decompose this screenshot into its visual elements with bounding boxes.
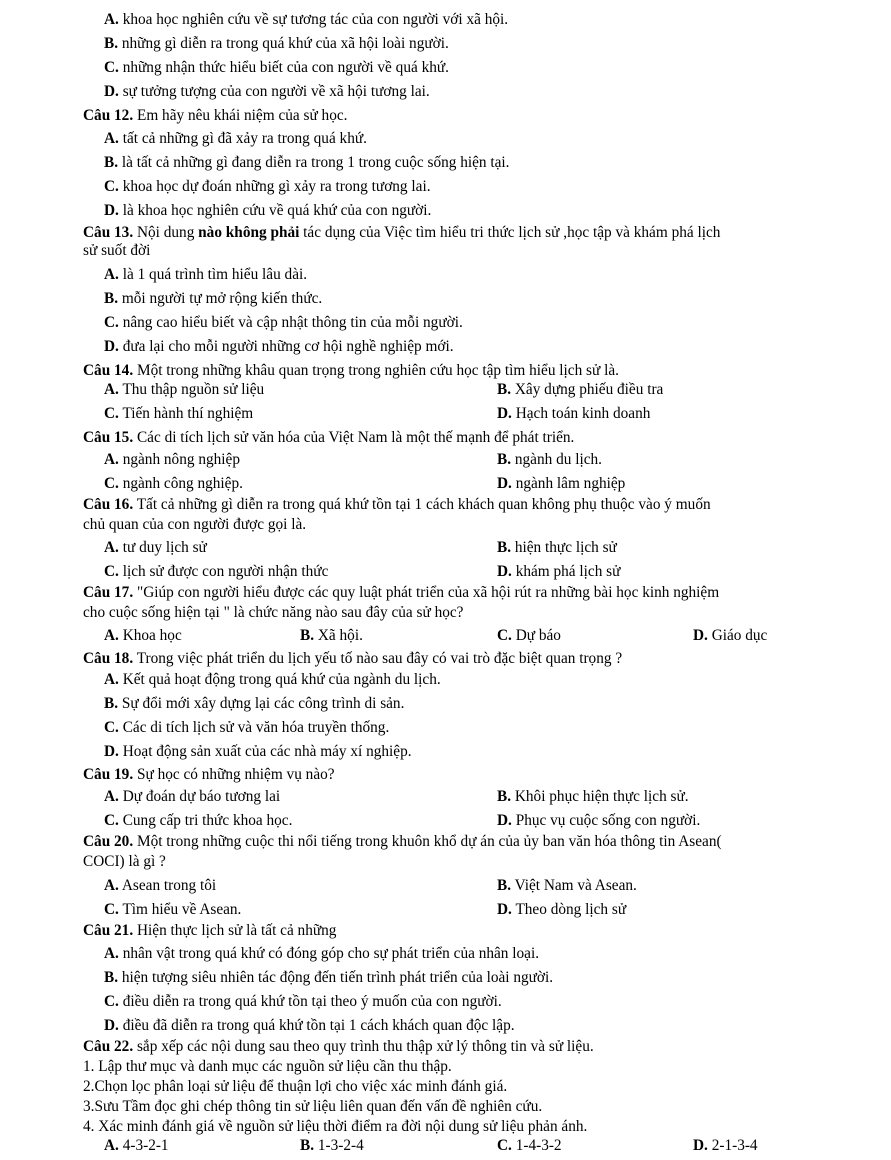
option-c: C. điều diễn ra trong quá khứ tồn tại theo ý muốn của con người. [104,993,502,1010]
question-20-cont: COCI) là gì ? [83,853,166,870]
option-b: B. là tất cả những gì đang diễn ra trong 1 trong cuộc sống hiện tại. [104,154,510,171]
question-20: Câu 20. Một trong những cuộc thi nổi tiếng trong khuôn khổ dự án của ủy ban văn hóa thông tin Asean( [83,833,722,850]
option-b: B. Khôi phục hiện thực lịch sử. [497,788,689,805]
option-a: A. là 1 quá trình tìm hiểu lâu dài. [104,266,308,283]
question-16-cont: chủ quan của con người được gọi là. [83,516,307,533]
question-14: Câu 14. Một trong những khâu quan trọng trong nghiên cứu học tập tìm hiểu lịch sử là. [83,362,619,379]
question-22: Câu 22. sắp xếp các nội dung sau theo quy trình thu thập xử lý thông tin và sử liệu. [83,1038,594,1055]
option-c: C. những nhận thức hiểu biết của con người về quá khứ. [104,59,449,76]
option-a: A. 4-3-2-1 [104,1137,169,1154]
option-b: B. 1-3-2-4 [300,1137,364,1154]
option-c: C. Dự báo [497,627,561,644]
option-a: A. nhân vật trong quá khứ có đóng góp cho sự phát triển của nhân loại. [104,945,540,962]
option-c: C. Tiến hành thí nghiệm [104,405,254,422]
option-c: C. 1-4-3-2 [497,1137,562,1154]
option-b: B. mỗi người tự mở rộng kiến thức. [104,290,323,307]
option-a: A. ngành nông nghiệp [104,451,240,468]
option-d: D. 2-1-3-4 [693,1137,758,1154]
option-c: C. lịch sử được con người nhận thức [104,563,329,580]
option-a: A. Dự đoán dự báo tương lai [104,788,281,805]
question-12: Câu 12. Em hãy nêu khái niệm của sử học. [83,107,348,124]
option-b: B. Sự đổi mới xây dựng lại các công trình di sản. [104,695,405,712]
option-d: D. Theo dòng lịch sử [497,901,627,918]
option-c: C. ngành công nghiệp. [104,475,243,492]
option-b: B. hiện thực lịch sử [497,539,617,556]
step-2: 2.Chọn lọc phân loại sử liệu để thuận lợi cho việc xác minh đánh giá. [83,1078,508,1095]
option-a: A. tư duy lịch sử [104,539,207,556]
option-a: A. Asean trong tôi [104,877,217,894]
option-a: A. Thu thập nguồn sử liệu [104,381,265,398]
option-d: D. điều đã diễn ra trong quá khứ tồn tại 1 cách khách quan độc lập. [104,1017,515,1034]
option-c: C. khoa học dự đoán những gì xảy ra trong tương lai. [104,178,431,195]
option-a: A. Kết quả hoạt động trong quá khứ của ngành du lịch. [104,671,441,688]
step-4: 4. Xác minh đánh giá về nguồn sử liệu thời điểm ra đời nội dung sử liệu phản ánh. [83,1118,588,1135]
question-18: Câu 18. Trong việc phát triển du lịch yếu tố nào sau đây có vai trò đặc biệt quan trọng ? [83,650,623,667]
option-d: D. khám phá lịch sử [497,563,621,580]
option-d: D. sự tưởng tượng của con người về xã hội tương lai. [104,83,430,100]
option-c: C. nâng cao hiểu biết và cập nhật thông tin của mỗi người. [104,314,463,331]
option-d: D. Hạch toán kinh doanh [497,405,651,422]
option-d: D. Hoạt động sản xuất của các nhà máy xí nghiệp. [104,743,412,760]
question-17: Câu 17. "Giúp con người hiểu được các quy luật phát triển của xã hội rút ra những bài học kinh nghiệm [83,584,720,601]
option-b: B. ngành du lịch. [497,451,602,468]
option-c: C. Tìm hiểu về Asean. [104,901,242,918]
step-3: 3.Sưu Tầm đọc ghi chép thông tin sử liệu liên quan đến vấn đề nghiên cứu. [83,1098,543,1115]
question-21: Câu 21. Hiện thực lịch sử là tất cả những [83,922,337,939]
option-d: D. là khoa học nghiên cứu về quá khứ của con người. [104,202,432,219]
option-d: D. ngành lâm nghiệp [497,475,626,492]
option-a: A. tất cả những gì đã xảy ra trong quá khứ. [104,130,367,147]
option-d: D. Phục vụ cuộc sống con người. [497,812,701,829]
option-c: C. Cung cấp tri thức khoa học. [104,812,293,829]
question-19: Câu 19. Sự học có những nhiệm vụ nào? [83,766,335,783]
step-1: 1. Lập thư mục và danh mục các nguồn sử liệu cần thu thập. [83,1058,452,1075]
option-b: B. những gì diễn ra trong quá khứ của xã hội loài người. [104,35,449,52]
option-b: B. Xã hội. [300,627,363,644]
question-13-cont: sử suốt đời [83,242,151,259]
option-b: B. hiện tượng siêu nhiên tác động đến tiến trình phát triển của loài người. [104,969,554,986]
question-17-cont: cho cuộc sống hiện tại " là chức năng nào sau đây của sử học? [83,604,464,621]
option-c: C. Các di tích lịch sử và văn hóa truyền thống. [104,719,390,736]
option-d: D. đưa lại cho mỗi người những cơ hội nghề nghiệp mới. [104,338,454,355]
option-b: B. Việt Nam và Asean. [497,877,637,894]
option-a: A. khoa học nghiên cứu về sự tương tác của con người với xã hội. [104,11,509,28]
question-13: Câu 13. Nội dung nào không phải tác dụng của Việc tìm hiểu tri thức lịch sử ,học tập và khám phá lịch [83,224,721,241]
option-a: A. Khoa học [104,627,182,644]
option-b: B. Xây dựng phiếu điều tra [497,381,664,398]
question-16: Câu 16. Tất cả những gì diễn ra trong quá khứ tồn tại 1 cách khách quan không phụ thuộc vào ý muốn [83,496,711,513]
question-15: Câu 15. Các di tích lịch sử văn hóa của Việt Nam là một thế mạnh để phát triển. [83,429,575,446]
option-d: D. Giáo dục [693,627,768,644]
